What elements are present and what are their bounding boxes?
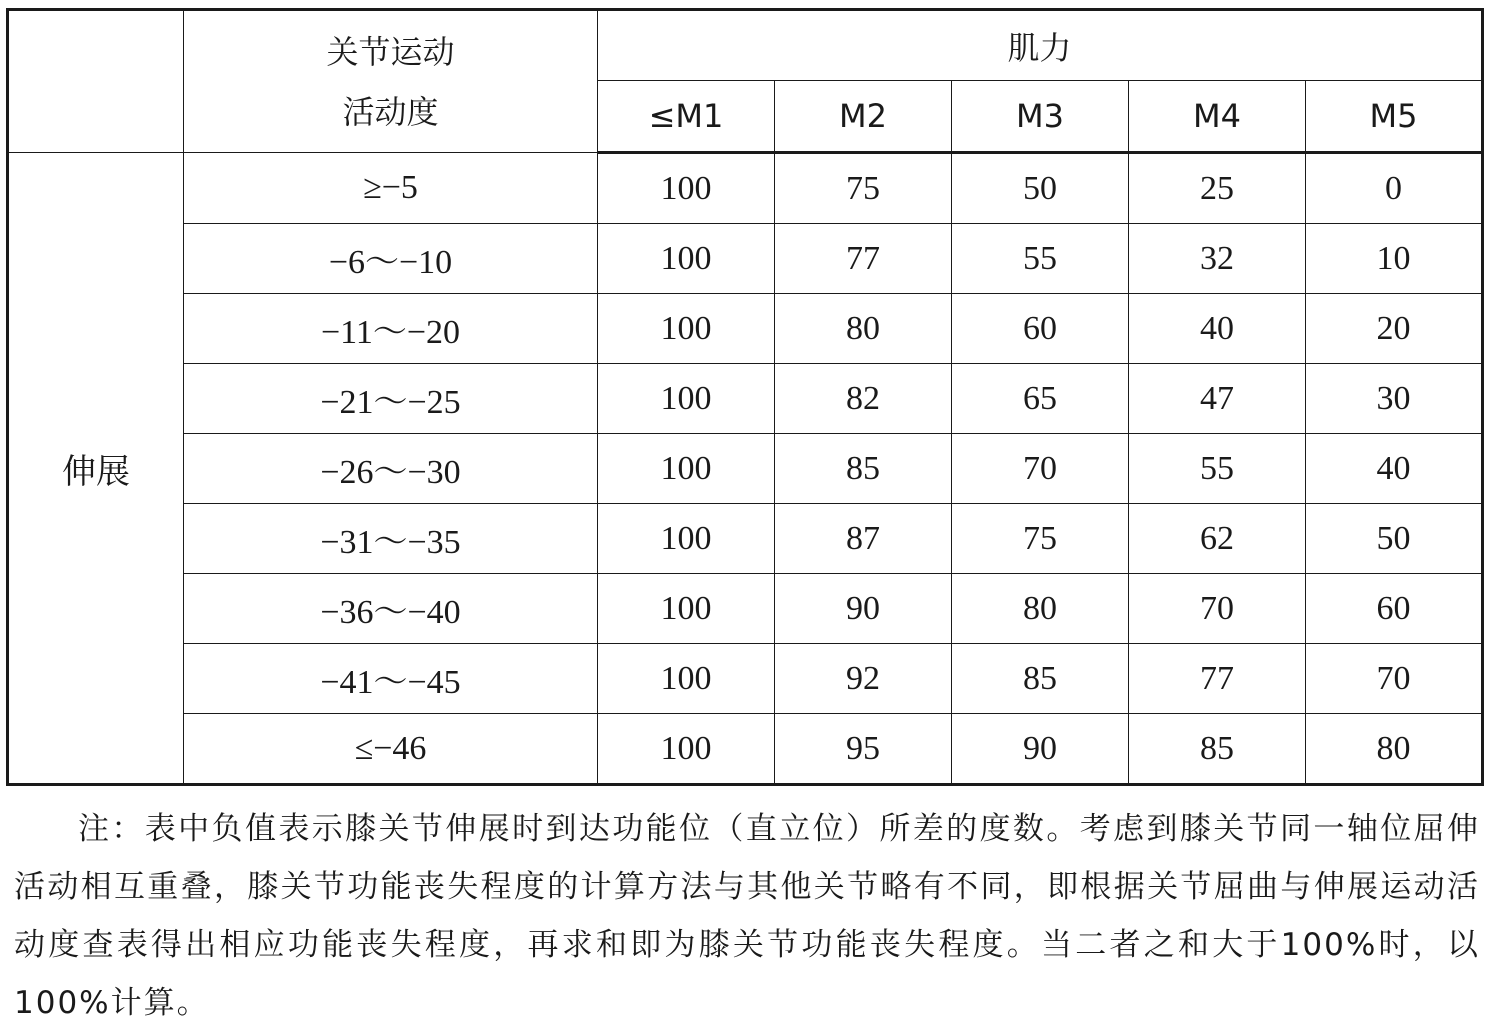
table-row (8, 224, 1483, 294)
value-cell: 100 (598, 294, 775, 364)
value-cell: 100 (598, 574, 775, 644)
table-row (8, 364, 1483, 434)
range-cell: ≤−46 (184, 714, 598, 785)
table-row (8, 504, 1483, 574)
value-cell: 60 (952, 294, 1129, 364)
value-cell: 70 (1306, 644, 1483, 714)
value-cell: 85 (952, 644, 1129, 714)
value-cell: 62 (1129, 504, 1306, 574)
corner-cell (8, 10, 184, 153)
value-cell: 85 (1129, 714, 1306, 785)
value-cell: 77 (1129, 644, 1306, 714)
value-cell: 32 (1129, 224, 1306, 294)
value-cell: 100 (598, 434, 775, 504)
range-cell: −26～−30 (184, 434, 598, 504)
header-level-m5: M5 (1306, 81, 1483, 153)
header-level-m1: ≤M1 (598, 81, 775, 153)
table-footnote: 注：表中负值表示膝关节伸展时到达功能位（直立位）所差的度数。考虑到膝关节同一轴位屈伸活动相互重叠，膝关节功能丧失程度的计算方法与其他关节略有不同，即根据关节屈曲与伸展运动活动度查表得出相应功能丧失程度，再求和即为膝关节功能丧失程度。当二者之和大于100%时，以100%计算。 (14, 811, 1480, 1021)
value-cell: 25 (1129, 153, 1306, 224)
value-cell: 55 (1129, 434, 1306, 504)
value-cell: 90 (952, 714, 1129, 785)
table-row (8, 644, 1483, 714)
range-cell: −36～−40 (184, 574, 598, 644)
value-cell: 70 (1129, 574, 1306, 644)
table-row (8, 294, 1483, 364)
value-cell: 85 (775, 434, 952, 504)
value-cell: 100 (598, 153, 775, 224)
table-row (8, 434, 1483, 504)
table-row (8, 574, 1483, 644)
value-cell: 82 (775, 364, 952, 434)
header-range-of-motion (184, 10, 598, 153)
range-cell: −21～−25 (184, 364, 598, 434)
value-cell: 100 (598, 714, 775, 785)
value-cell: 90 (775, 574, 952, 644)
value-cell: 95 (775, 714, 952, 785)
value-cell: 75 (775, 153, 952, 224)
header-rom-line2: 活动度 (342, 92, 439, 131)
value-cell: 50 (1306, 504, 1483, 574)
table-row (8, 153, 1483, 224)
range-cell: −6～−10 (184, 224, 598, 294)
range-cell: −11～−20 (184, 294, 598, 364)
table-row (8, 714, 1483, 785)
value-cell: 80 (775, 294, 952, 364)
value-cell: 75 (952, 504, 1129, 574)
value-cell: 20 (1306, 294, 1483, 364)
value-cell: 0 (1306, 153, 1483, 224)
value-cell: 40 (1129, 294, 1306, 364)
value-cell: 80 (952, 574, 1129, 644)
category-cell-extension: 伸展 (8, 153, 184, 785)
value-cell: 77 (775, 224, 952, 294)
range-cell: ≥−5 (184, 153, 598, 224)
value-cell: 65 (952, 364, 1129, 434)
header-level-m3: M3 (952, 81, 1129, 153)
value-cell: 55 (952, 224, 1129, 294)
value-cell: 92 (775, 644, 952, 714)
range-cell: −41～−45 (184, 644, 598, 714)
header-level-m4: M4 (1129, 81, 1306, 153)
knee-function-loss-table (6, 8, 1484, 786)
value-cell: 60 (1306, 574, 1483, 644)
rating-table-container (6, 8, 1482, 786)
value-cell: 100 (598, 224, 775, 294)
value-cell: 47 (1129, 364, 1306, 434)
value-cell: 100 (598, 364, 775, 434)
value-cell: 30 (1306, 364, 1483, 434)
header-muscle-strength: 肌力 (598, 10, 1483, 81)
value-cell: 80 (1306, 714, 1483, 785)
value-cell: 40 (1306, 434, 1483, 504)
range-cell: −31～−35 (184, 504, 598, 574)
value-cell: 10 (1306, 224, 1483, 294)
value-cell: 50 (952, 153, 1129, 224)
value-cell: 70 (952, 434, 1129, 504)
header-level-m2: M2 (775, 81, 952, 153)
value-cell: 87 (775, 504, 952, 574)
header-rom-line1: 关节运动 (326, 32, 455, 71)
value-cell: 100 (598, 504, 775, 574)
value-cell: 100 (598, 644, 775, 714)
